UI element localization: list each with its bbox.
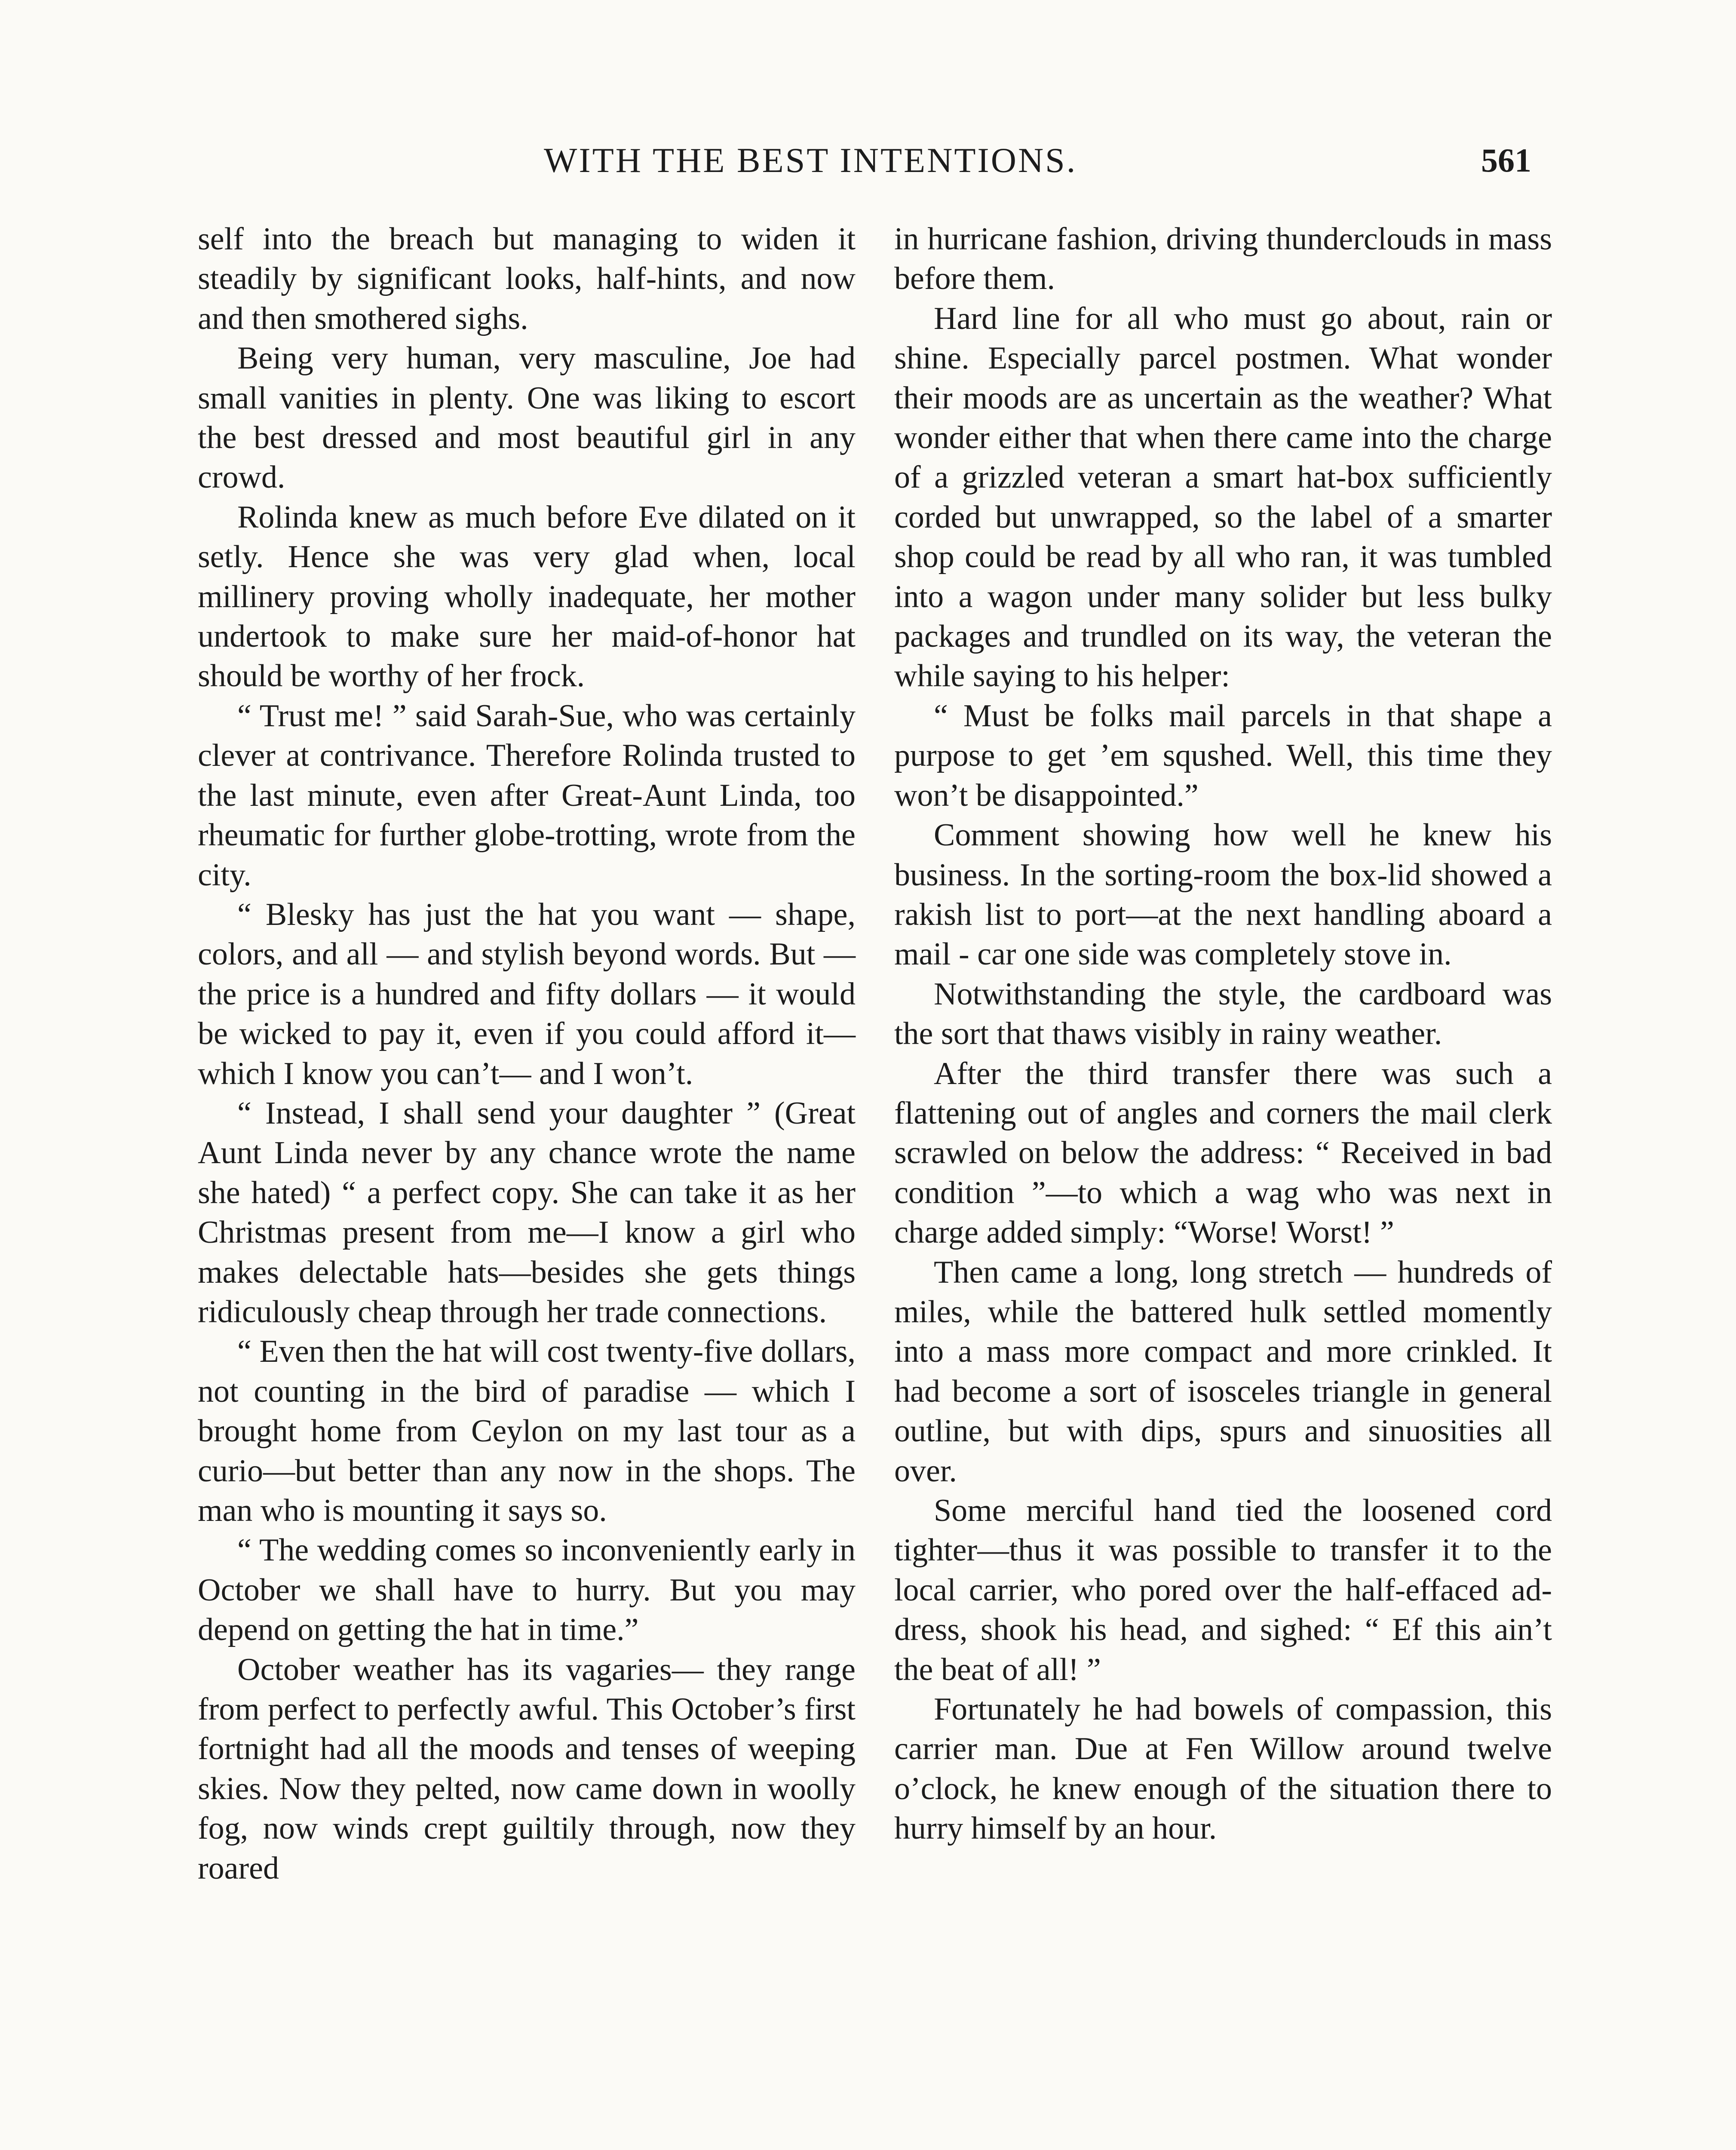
paragraph: “ Instead, I shall send your daughter ” (Great Aunt Linda never by any chance wrote the name she hated) “ a perfect copy. She can take it as her Christmas present from me—I know a girl who makes delectable hats—besides she gets things ridiculously cheap through her trade connections. — [198, 1095, 856, 1330]
paragraph: in hurricane fashion, driving thunderclouds in mass before them. — [894, 221, 1552, 297]
right-column — [894, 219, 1552, 1849]
paragraph: Being very human, very masculine, Joe had small vanities in plenty. One was liking to escort the best dressed and most beautiful girl in any crowd. — [198, 341, 856, 495]
paragraph: “ Must be folks mail parcels in that shape a purpose to get ’em squshed. Well, this time they won’t be disappointed.” — [894, 698, 1552, 813]
paragraph: October weather has its vagaries— they range from perfect to perfectly awful. This October’s first fortnight had all the moods and tenses of weeping skies. Now they pelted, now came down in woolly fog, now winds crept guiltily through, now they roared — [198, 1652, 856, 1886]
paragraph: Then came a long, long stretch — hundreds of miles, while the battered hulk settled momently into a mass more compact and more crinkled. It had become a sort of isosceles triangle in general outline, but with dips, spurs and sinuosities all over. — [894, 1254, 1552, 1489]
paragraph: “ Blesky has just the hat you want — shape, colors, and all — and stylish beyond words. But — the price is a hundred and fifty dollars — it would be wicked to pay it, even if you could afford it—which I know you can’t— and I won’t. — [198, 897, 856, 1091]
paragraph: self into the breach but managing to widen it steadily by significant looks, half-hints, and now and then smothered sighs. — [198, 221, 856, 336]
left-column — [198, 219, 856, 1888]
page-number: 561 — [1481, 141, 1531, 179]
paragraph: “ Trust me! ” said Sarah-Sue, who was certainly clever at contrivance. Therefore Rolinda trusted to the last minute, even after Great-Aunt Linda, too rheumatic for further globe-trotting, wrote from the city. — [198, 698, 856, 893]
page-header — [0, 137, 1736, 184]
paragraph: Rolinda knew as much before Eve dilated on it setly. Hence she was very glad when, local millinery proving wholly inadequate, her mother undertook to make sure her maid-of-honor hat should be worthy of her frock. — [198, 499, 856, 694]
paragraph: After the third transfer there was such a flattening out of angles and corners the mail clerk scrawled on below the address: “ Received in bad condition ”—to which a wag who was next in charge added simply: “Worse! Worst! ” — [894, 1056, 1552, 1250]
paragraph: Comment showing how well he knew his business. In the sorting-room the box-lid showed a rakish list to port—at the next handling aboard a mail - car one side was completely stove in. — [894, 817, 1552, 972]
paragraph: “ The wedding comes so inconveniently early in October we shall have to hurry. But you may depend on getting the hat in time.” — [198, 1533, 856, 1648]
paragraph: Fortunately he had bowels of compassion, this carrier man. Due at Fen Willow around twelve o’clock, he knew enough of the situation there to hurry himself by an hour. — [894, 1692, 1552, 1846]
paragraph: Some merciful hand tied the loosened cord tighter—thus it was possible to transfer it to the local carrier, who pored over the half-effaced address, shook his head, and sighed: “ Ef this ain’t the beat of all! ” — [894, 1493, 1552, 1687]
running-title: WITH THE BEST INTENTIONS. — [544, 141, 1077, 180]
paragraph: “ Even then the hat will cost twenty-five dollars, not counting in the bird of paradise — which I brought home from Ceylon on my last tour as a curio—but better than any now in the shops. The man who is mounting it says so. — [198, 1334, 856, 1528]
paragraph: Notwithstanding the style, the cardboard was the sort that thaws visibly in rainy weather. — [894, 976, 1552, 1052]
paragraph: Hard line for all who must go about, rain or shine. Especially parcel postmen. What wonder their moods are as uncertain as the weather? What wonder either that when there came into the charge of a grizzled veteran a smart hat-box sufficiently corded but unwrapped, so the label of a smarter shop could be read by all who ran, it was tumbled into a wagon under many solider but less bulky packages and trundled on its way, the veteran the while saying to his helper: — [894, 301, 1552, 694]
